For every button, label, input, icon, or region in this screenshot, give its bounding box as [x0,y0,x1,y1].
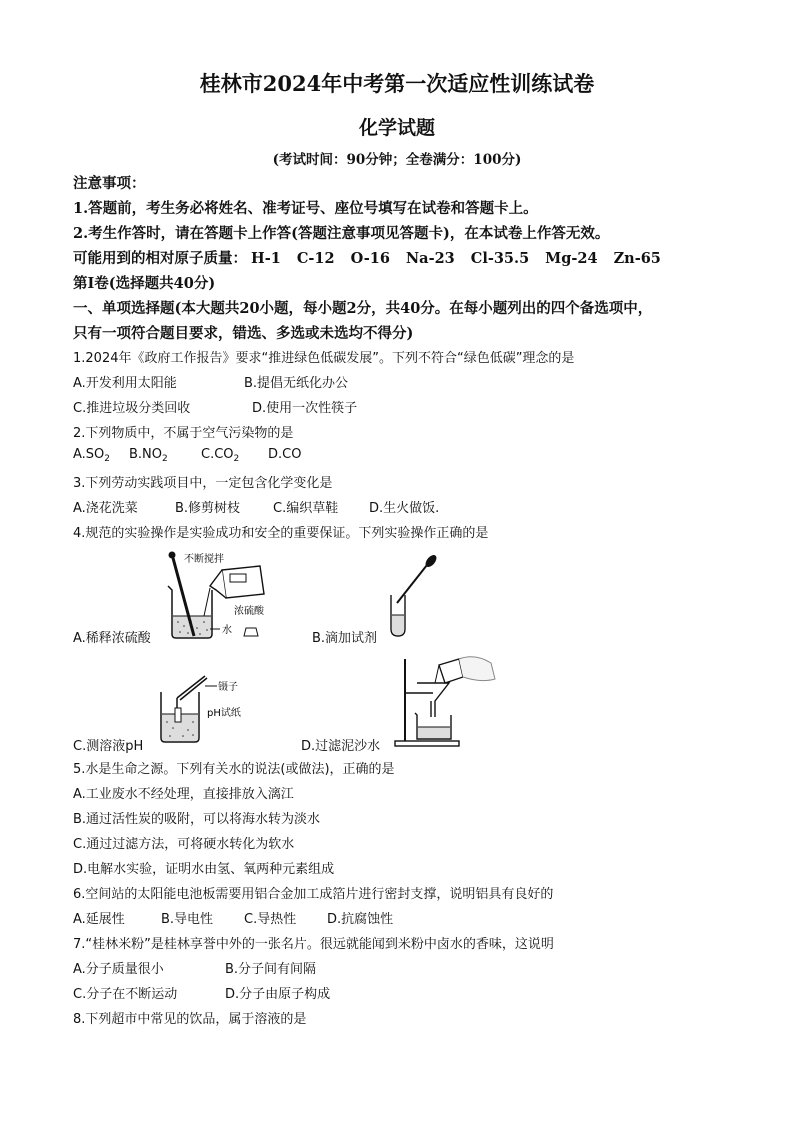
q6-option-d: D.抗腐蚀性 [327,912,394,927]
q3-option-d: D.生火做饭. [369,501,440,516]
q3-option-a: A.浇花洗菜 [73,501,138,516]
q1-stem: 1.2024年《政府工作报告》要求“推进绿色低碳发展”。下列不符合“绿色低碳”理念的是 [73,351,575,366]
q3-options [73,497,773,517]
subject-title: 化学试题 [358,117,435,139]
q4-option-d: D.过滤泥沙水 [301,739,381,754]
fig-c-tweezers-label: 镊子 [218,682,238,693]
atomic-masses-label: 可能用到的相对原子质量： [73,250,247,267]
mass-cl: Cl-35.5 [470,250,530,267]
fig-a-acid-label: 浓硫酸 [234,606,264,617]
q2-options [73,447,773,467]
q7-option-a: A.分子质量很小 [73,962,164,977]
q5-option-a: A.工业废水不经处理，直接排放入漓江 [73,787,294,802]
exam-title: 桂林市2024年中考第一次适应性训练试卷 [199,71,595,96]
mass-mg: Mg-24 [545,250,598,267]
q8-stem: 8.下列超市中常见的饮品，属于溶液的是 [73,1012,307,1027]
q3-option-b: B.修剪树枝 [175,501,241,516]
q2-option-d: D.CO [268,447,302,462]
q4-stem: 4.规范的实验操作是实验成功和安全的重要保证。下列实验操作正确的是 [73,526,489,541]
q5-option-b: B.通过活性炭的吸附，可以将海水转为淡水 [73,812,321,827]
q5-option-c: C.通过过滤方法，可将硬水转化为软水 [73,837,295,852]
q2-option-c: $C.CO_2$ [201,447,240,464]
mass-h: H-1 [251,250,281,267]
q6-stem: 6.空间站的太阳能电池板需要用铝合金加工成箔片进行密封支撑，说明铝具有良好的 [73,887,554,902]
fig-ph-test [155,672,255,747]
volume-heading: 第Ⅰ卷(选择题共40分) [73,275,216,292]
section-intro-1: 一、单项选择题(本大题共20小题，每小题2分，共40分。在每小题列出的四个备选项中， [73,300,653,317]
q6-options [73,908,773,928]
q4-option-b: B.滴加试剂 [312,631,378,646]
mass-o: O-16 [350,250,390,267]
q5-option-d: D.电解水实验，证明水由氢、氧两种元素组成 [73,862,335,877]
exam-info: (考试时间：90分钟；全卷满分：100分) [272,152,522,168]
q6-option-a: A.延展性 [73,912,125,927]
q1-option-d: D.使用一次性筷子 [252,401,358,416]
q6-option-b: B.导电性 [161,912,214,927]
q4-option-a: A.稀释浓硫酸 [73,631,151,646]
q1-options-row1 [73,372,773,392]
q7-options-row1 [73,958,773,978]
q7-option-d: D.分子由原子构成 [225,987,331,1002]
q3-option-c: C.编织草鞋 [273,501,339,516]
q3-stem: 3.下列劳动实践项目中，一定包含化学变化是 [73,476,333,491]
fig-a-water-label: 水 [222,625,232,636]
q2-option-a: $A.SO_2$ [73,447,111,464]
q1-option-c: C.推进垃圾分类回收 [73,401,191,416]
atomic-masses [73,247,677,268]
mass-na: Na-23 [405,250,455,267]
q1-options-row2 [73,397,773,417]
q7-option-c: C.分子在不断运动 [73,987,178,1002]
fig-a-stir-label: 不断搅拌 [184,554,224,565]
fig-dropper [385,555,445,640]
mass-zn: Zn-65 [613,250,661,267]
notes-item-2: 2.考生作答时，请在答题卡上作答(答题注意事项见答题卡)，在本试卷上作答无效。 [73,225,610,242]
q7-option-b: B.分子间有间隔 [225,962,317,977]
q4-option-c: C.测溶液pH [73,739,144,754]
fig-c-paper-label: pH试纸 [207,708,241,719]
q1-option-a: A.开发利用太阳能 [73,376,177,391]
notes-item-1: 1.答题前，考生务必将姓名、准考证号、座位号填写在试卷和答题卡上。 [73,200,538,217]
fig-dilute-acid [160,550,300,645]
q6-option-c: C.导热性 [244,912,297,927]
q2-option-b: $B.NO_2$ [129,447,168,464]
q5-stem: 5.水是生命之源。下列有关水的说法(或做法)，正确的是 [73,762,395,777]
q7-stem: 7.“桂林米粉”是桂林享誉中外的一张名片。很远就能闻到米粉中卤水的香味，这说明 [73,937,554,952]
q7-options-row2 [73,983,773,1003]
q2-stem: 2.下列物质中，不属于空气污染物的是 [73,426,294,441]
notes-heading: 注意事项： [73,175,146,192]
section-intro-2: 只有一项符合题目要求，错选、多选或未选均不得分) [73,325,414,342]
q1-option-b: B.提倡无纸化办公 [244,376,349,391]
mass-c: C-12 [296,250,335,267]
fig-filtration [393,655,498,747]
